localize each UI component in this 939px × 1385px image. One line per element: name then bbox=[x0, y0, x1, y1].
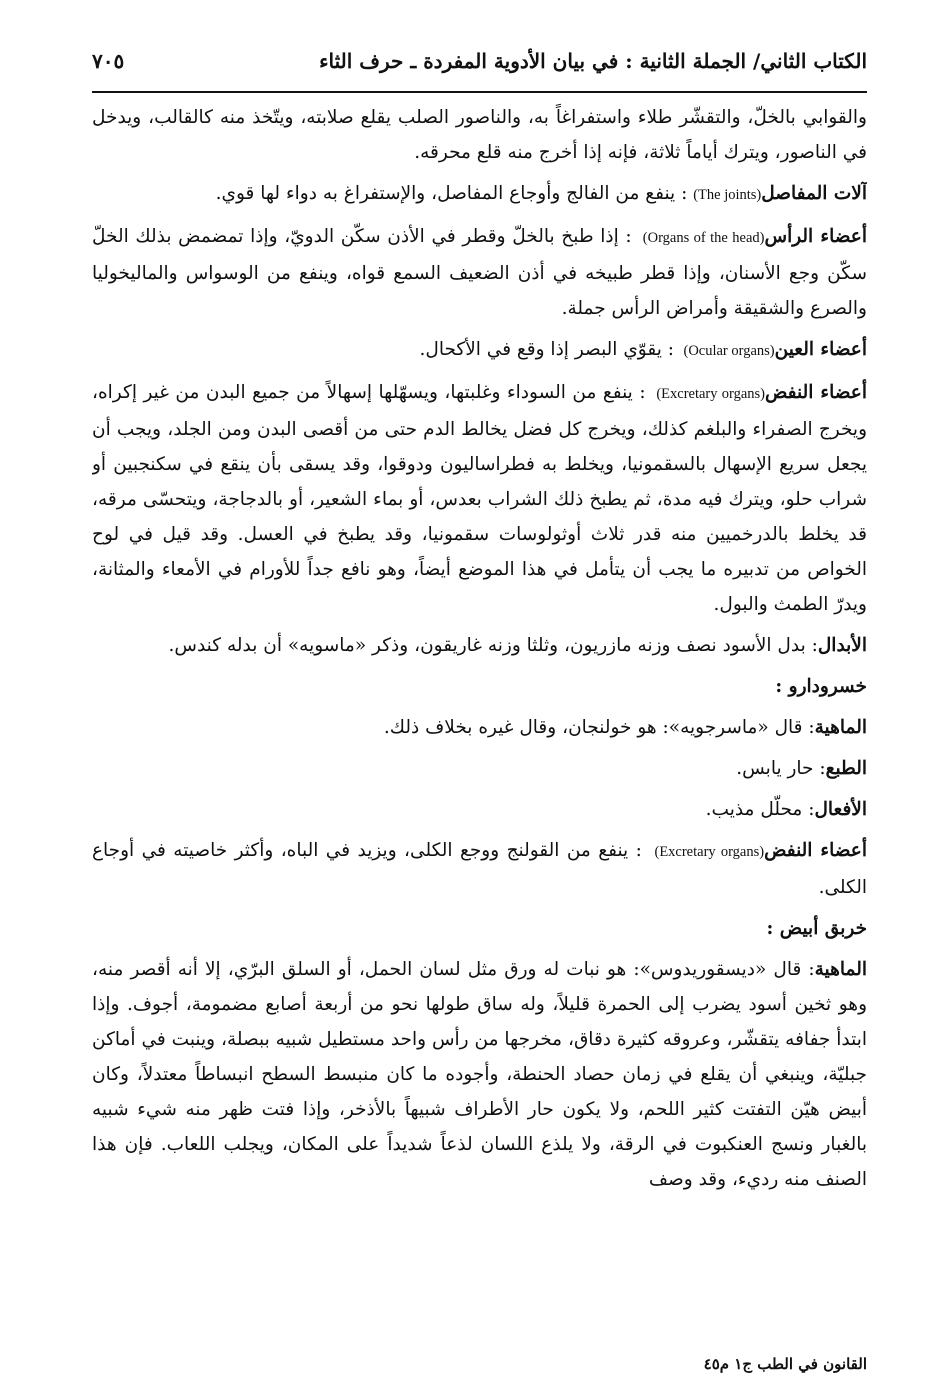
paragraph bbox=[92, 833, 867, 905]
paragraph-text: : ينفع من القولنج ووجع الكلى، ويزيد في الباه، وأكثر خاصيته في أوجاع الكلى. bbox=[92, 840, 867, 898]
entry-heading-text: خربق أبيض : bbox=[766, 918, 867, 939]
paragraph bbox=[92, 375, 867, 622]
entry-heading bbox=[92, 911, 867, 946]
paragraph-text: : بدل الأسود نصف وزنه مازريون، وثلثا وزنه غاريقون، وذكر «ماسويه» أن بدله كندس. bbox=[168, 635, 818, 656]
english-gloss: (Ocular organs) bbox=[679, 343, 775, 359]
paragraph bbox=[92, 100, 867, 170]
section-term: أعضاء النفض bbox=[764, 382, 867, 403]
paragraph-text: : قال «ماسرجويه»: هو خولنجان، وقال غيره بخلاف ذلك. bbox=[383, 717, 815, 738]
paragraph-text: : إذا طبخ بالخلّ وقطر في الأذن سكّن الدويّ، وإذا تمضمض بذلك الخلّ سكّن وجع الأسنان، وإذا قطر طبيخه في أذن الضعيف السمع قواه، وينفع من الوسواس والماليخوليا والصرع والشقيقة وأمراض الرأس جملة. bbox=[92, 226, 867, 319]
section-term: آلات المفاصل bbox=[761, 183, 867, 204]
header-title: الكتاب الثاني/ الجملة الثانية : في بيان الأدوية المفردة ـ حرف الثاء bbox=[319, 49, 867, 73]
paragraph-text: : ينفع من السوداء وغلبتها، ويسهّلها إسهالاً من جميع البدن من غير إكراه، ويخرج الصفراء والبلغم كذلك، ويخرج كل فضل يخالط الدم حتى من أقصى البدن ومن الجلد، ويجب أن يجعل سريع الإسهال بالسقمونيا، ويخلط به فطراساليون ودوقوا، وقد يسقى بأن ينقع في سكنجبين أو شراب حلو، ويترك فيه مدة، ثم يطبخ ذلك الشراب بعدس، أو بماء الشعير، أو بالدجاجة، ويتحسّى مرقه، قد يخلط بالدرخميين منه قدر ثلاث أوثولوسات سقمونيا، وقد يطبخ في العسل. وقد قيل في لوح الخواص من تدبيره ما يجب أن يتأمل في هذا الموضع أيضاً، وهو نافع جداً للأورام في الأمعاء والمثانة، ويدرّ الطمث والبول. bbox=[92, 382, 867, 615]
header-rule bbox=[92, 91, 867, 93]
entry-heading bbox=[92, 669, 867, 704]
section-term: الماهية bbox=[814, 717, 867, 738]
body-text bbox=[92, 100, 867, 1340]
paragraph-text: : محلّل مذيب. bbox=[705, 799, 815, 820]
paragraph-text: والقوابي بالخلّ، والتقشّر طلاء واستفراغاً به، والناصور الصلب يقلع صلابته، ويتّخذ منه كالقالب، ويدخل في الناصور، ويترك أياماً ثلاثة، فإنه إذا أخرج منه قلع محرقه. bbox=[92, 107, 867, 163]
paragraph bbox=[92, 628, 867, 663]
section-term: أعضاء العين bbox=[774, 339, 867, 360]
paragraph-text: : ينفع من الفالج وأوجاع المفاصل، والإستفراغ به دواء لها قوي. bbox=[215, 183, 694, 204]
section-term: أعضاء النفض bbox=[764, 840, 867, 861]
paragraph bbox=[92, 176, 867, 213]
footer-signature-text: القانون في الطب ج١ م٤٥ bbox=[703, 1355, 867, 1373]
running-header bbox=[92, 38, 867, 84]
section-term: الأفعال bbox=[814, 799, 867, 820]
paragraph bbox=[92, 751, 867, 786]
footer-signature bbox=[92, 1355, 867, 1379]
paragraph bbox=[92, 332, 867, 369]
section-term: الماهية bbox=[814, 959, 867, 980]
english-gloss: (Excretary organs) bbox=[652, 386, 765, 402]
paragraph bbox=[92, 219, 867, 326]
section-term: أعضاء الرأس bbox=[764, 226, 867, 247]
paragraph-text: : يقوّي البصر إذا وقع في الأكحال. bbox=[419, 339, 680, 360]
paragraph bbox=[92, 792, 867, 827]
paragraph-text: : قال «ديسقوريدوس»: هو نبات له ورق مثل لسان الحمل، أو السلق البرّي، إلا أنه أقصر منه، وهو ثخين أسود يضرب إلى الحمرة قليلاً، وله ساق طولها نحو من أربعة أصابع مضمومة، أجوف. وإذا ابتدأ جفافه يتقشّر، وعروقه كثيرة دقاق، مخرجها من رأس واحد مستطيل شبيه ببصلة، وينبت في أماكن جبليّة، وينبغي أن يقلع في زمان حصاد الحنطة، وأجوده ما كان منبسط السطح انبساطاً معتدلاً، وكان أبيض هيّن التفتت كثير اللحم، ولا يكون حار الأطراف شبيهاً بالأذخر، وإذا فتت ظهر منه شيء شبيه بالغبار ونسج العنكبوت في الرقة، ولا يلذع اللسان لذعاً شديداً على المكان، ويجلب اللعاب. فإن هذا الصنف منه رديء، وقد وصف bbox=[92, 959, 867, 1190]
english-gloss: (Excretary organs) bbox=[649, 844, 765, 860]
paragraph bbox=[92, 952, 867, 1197]
paragraph bbox=[92, 710, 867, 745]
section-term: الطبع bbox=[825, 758, 867, 779]
english-gloss: (Organs of the head) bbox=[638, 230, 765, 246]
section-term: الأبدال bbox=[817, 635, 867, 656]
paragraph-text: : حار يابس. bbox=[736, 758, 826, 779]
english-gloss: (The joints) bbox=[693, 187, 762, 203]
entry-heading-text: خسرودارو : bbox=[775, 676, 867, 697]
page-number: ٧٠٥ bbox=[92, 49, 125, 73]
